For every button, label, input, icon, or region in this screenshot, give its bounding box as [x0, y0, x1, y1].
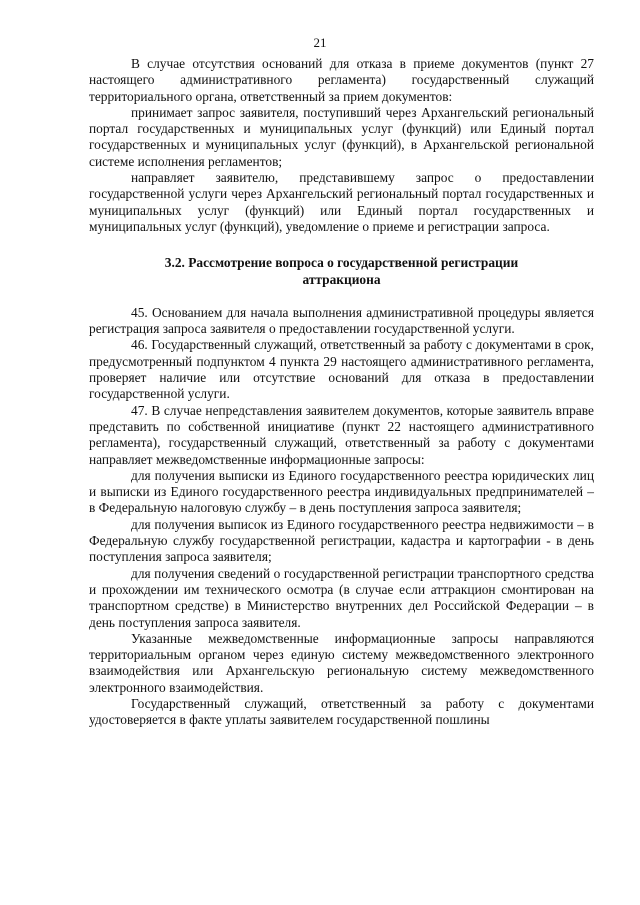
- paragraph: принимает запрос заявителя, поступивший через Архангельский региональный портал государственных и муниципальных услуг (функций) или Единый портал государственных и муниципальных услуг (функций), в Архангельской региональной системе исполнения регламентов;: [89, 104, 594, 169]
- paragraph: 45. Основанием для начала выполнения административной процедуры является регистрация запроса заявителя о предоставлении государственной услуги.: [89, 304, 594, 337]
- paragraph: Указанные межведомственные информационные запросы направляются территориальным органом через единую систему межведомственного электронного взаимодействия или Архангельскую региональную систему межведомственного электронного взаимодействия.: [89, 630, 594, 695]
- paragraph: Государственный служащий, ответственный за работу с документами удостоверяется в факте уплаты заявителем государственной пошлины: [89, 695, 594, 728]
- paragraph: для получения сведений о государственной регистрации транспортного средства и прохождении им технического осмотра (в случае если аттракцион смонтирован на транспортном средстве) в Министерство внутренних дел Российской Федерации – в день поступления запроса заявителя.: [89, 565, 594, 630]
- paragraph: В случае отсутствия оснований для отказа в приеме документов (пункт 27 настоящего административного регламента) государственный служащий территориального органа, ответственный за прием документов:: [89, 56, 594, 104]
- section-heading: [89, 255, 594, 288]
- section-heading-line: аттракциона: [302, 271, 381, 287]
- section-heading-line: 3.2. Рассмотрение вопроса о государственной регистрации: [164, 255, 519, 271]
- paragraph: для получения выписки из Единого государственного реестра юридических лиц и выписки из Единого государственного реестра индивидуальных предпринимателей – в Федеральную налоговую службу – в день поступления запроса заявителя;: [89, 467, 594, 516]
- paragraph: направляет заявителю, представившему запрос о предоставлении государственной услуги через Архангельский региональный портал государственных и муниципальных услуг (функций) или Единый портал государственных и муниципальных услуг (функций), уведомление о приеме и регистрации запроса.: [89, 170, 594, 234]
- paragraph: 46. Государственный служащий, ответственный за работу с документами в срок, предусмотренный подпунктом 4 пункта 29 настоящего административного регламента, проверяет наличие или отсутствие оснований для отказа в предоставлении государственной услуги.: [89, 337, 594, 402]
- page-number: 21: [313, 35, 327, 50]
- document-body: [89, 56, 594, 729]
- paragraph: для получения выписок из Единого государственного реестра недвижимости – в Федеральную службу государственной регистрации, кадастра и картографии - в день поступления запроса заявителя;: [89, 516, 594, 565]
- paragraph: 47. В случае непредставления заявителем документов, которые заявитель вправе представить по собственной инициативе (пункт 22 настоящего административного регламента), государственный служащий, ответственный за работу с документами направляет межведомственные информационные запросы:: [89, 402, 594, 467]
